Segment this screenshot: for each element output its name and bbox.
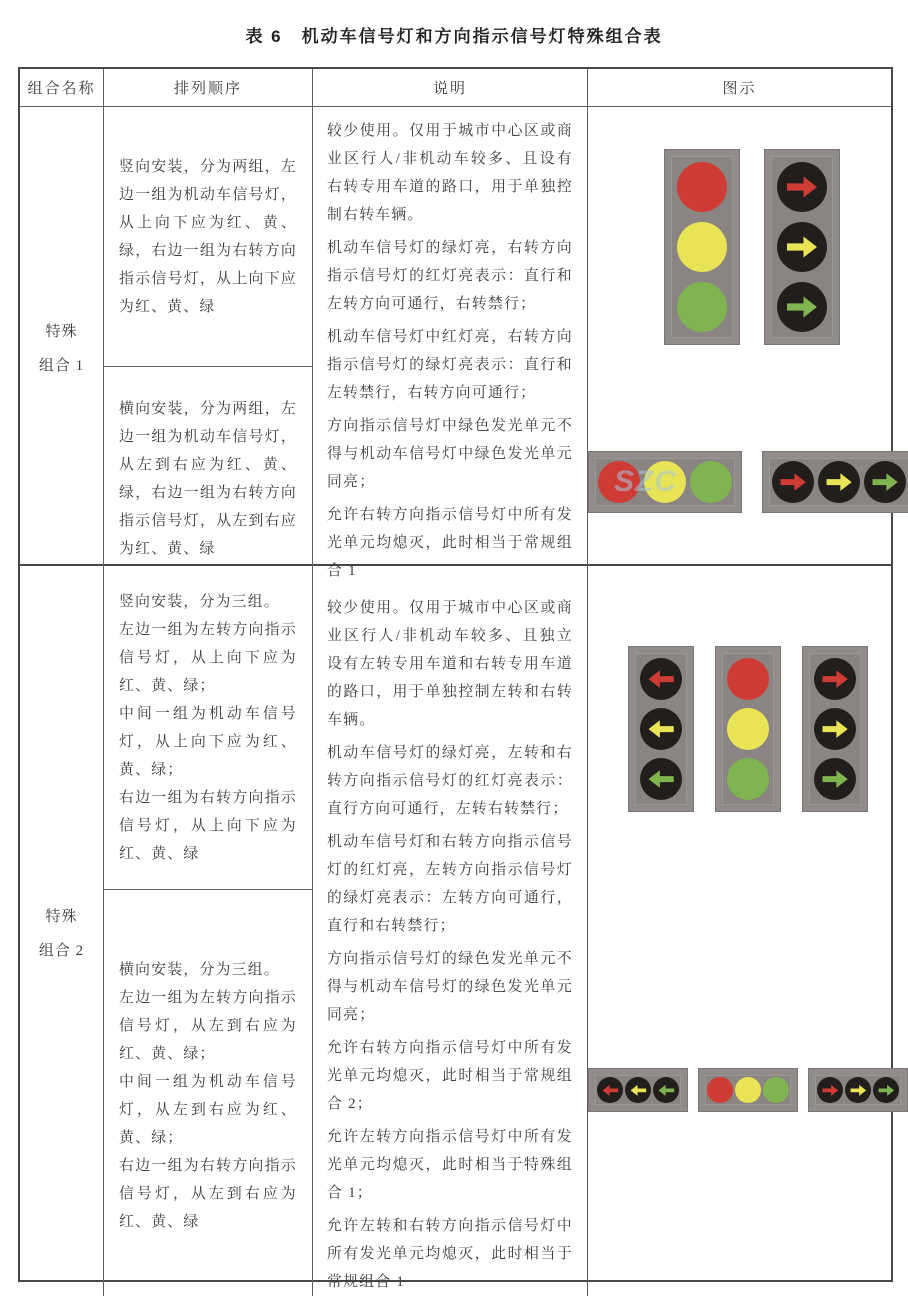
combo-1-description-cell [313,107,588,590]
green-disc-lamp [677,282,727,332]
arrangement-paragraph: 竖向安装，分为两组，左边一组为机动车信号灯，从上向下应为红、黄、绿，右边一组为右转方向指示信号灯，从上向下应为红、黄、绿 [119,158,297,315]
traffic-light-right-turn-signal-horizontal [808,1068,908,1112]
combo-2-illustration-cell [588,566,908,1296]
green-left-arrow-lamp [640,758,682,800]
description-paragraph: 较少使用。仅用于城市中心区或商业区行人/非机动车较多、且设有右转专用车道的路口，用于单独控制右转车辆。 [327,123,573,223]
traffic-light-vehicle-signal-vertical [664,149,740,345]
traffic-light-panel [595,1075,681,1105]
traffic-light-vehicle-signal-horizontal [698,1068,798,1112]
green-right-arrow-lamp [814,758,856,800]
combo-1-illustration-cell [588,107,908,590]
arrangement-paragraph: 中间一组为机动车信号灯，从左到右应为红、黄、绿； [119,1073,297,1146]
arrangement-paragraph: 右边一组为右转方向指示信号灯，从左到右应为红、黄、绿 [119,1157,297,1230]
yellow-right-arrow-lamp [818,461,860,503]
red-right-arrow-lamp [817,1077,843,1103]
traffic-light-panel [705,1075,791,1105]
combo-2-description-cell [313,566,588,1296]
combo-1-horizontal-lights [588,451,908,513]
description-paragraph: 机动车信号灯的绿灯亮，左转和右转方向指示信号灯的红灯亮表示：直行方向可通行，左转右转禁行； [327,745,573,817]
traffic-light-panel [635,653,687,805]
combo-name-line: 特殊 [45,323,78,340]
traffic-light-panel [595,458,735,506]
combo-name-line: 特殊 [45,908,78,925]
yellow-disc-lamp [735,1077,761,1103]
combo-1-horizontal-arrangement [104,367,312,590]
combo-2-vertical-lights [588,646,908,812]
yellow-disc-lamp [677,222,727,272]
arrangement-paragraph: 中间一组为机动车信号灯，从上向下应为红、黄、绿； [119,705,297,778]
description-paragraph: 机动车信号灯中红灯亮，右转方向指示信号灯的绿灯亮表示：直行和左转禁行，右转方向可通行； [327,329,573,401]
traffic-light-left-turn-signal-vertical [628,646,694,812]
combo-2-name-cell [20,566,104,1296]
red-right-arrow-lamp [772,461,814,503]
traffic-light-panel [815,1075,901,1105]
green-left-arrow-lamp [653,1077,679,1103]
table-header-row [20,69,891,107]
arrangement-paragraph: 右边一组为右转方向指示信号灯，从上向下应为红、黄、绿 [119,789,297,862]
traffic-light-panel [722,653,774,805]
arrangement-paragraph: 左边一组为左转方向指示信号灯，从左到右应为红、黄、绿； [119,989,297,1062]
traffic-light-right-turn-signal-vertical [802,646,868,812]
description-paragraph: 较少使用。仅用于城市中心区或商业区行人/非机动车较多、且独立设有左转专用车道和右转专用车道的路口，用于单独控制左转和右转车辆。 [327,600,573,728]
description-paragraph: 允许右转方向指示信号灯中所有发光单元均熄灭，此时相当于常规组合 2； [327,1040,573,1112]
yellow-left-arrow-lamp [640,708,682,750]
yellow-left-arrow-lamp [625,1077,651,1103]
description-paragraph: 机动车信号灯的绿灯亮，右转方向指示信号灯的红灯亮表示：直行和左转方向可通行，右转禁行； [327,240,573,312]
combo-1-arrangement-cell [104,107,313,590]
arrangement-paragraph: 横向安装，分为三组。 [119,961,280,978]
green-disc-lamp [763,1077,789,1103]
yellow-right-arrow-lamp [814,708,856,750]
red-left-arrow-lamp [597,1077,623,1103]
green-disc-lamp [690,461,732,503]
red-left-arrow-lamp [640,658,682,700]
red-disc-lamp [677,162,727,212]
table-row-special-combo-2 [20,566,891,1290]
red-disc-lamp [707,1077,733,1103]
description-paragraph: 方向指示信号灯中绿色发光单元不得与机动车信号灯中绿色发光单元同亮； [327,418,573,490]
header-illustration: 图示 [722,81,757,97]
combo-1-name-cell [20,107,104,590]
green-right-arrow-lamp [873,1077,899,1103]
traffic-light-vehicle-signal-vertical [715,646,781,812]
header-description: 说明 [313,69,588,106]
red-right-arrow-lamp [777,162,827,212]
combo-name-line: 组合 1 [38,357,85,374]
watermark: SZC [614,465,677,498]
green-right-arrow-lamp [777,282,827,332]
combo-2-horizontal-lights [588,1068,908,1112]
yellow-disc-lamp [644,461,686,503]
green-disc-lamp [727,758,769,800]
description-paragraph: 允许右转方向指示信号灯中所有发光单元均熄灭，此时相当于常规组合 1 [327,507,573,579]
header-combination-name: 组合名称 [20,69,104,106]
traffic-light-panel [769,458,908,506]
table-row-special-combo-1 [20,107,891,579]
combo-2-horizontal-arrangement [104,890,312,1296]
green-right-arrow-lamp [864,461,906,503]
traffic-light-left-turn-signal-horizontal [588,1068,688,1112]
combo-name-line: 组合 2 [38,942,85,959]
traffic-light-panel [809,653,861,805]
red-disc-lamp [598,461,640,503]
description-paragraph: 允许左转和右转方向指示信号灯中所有发光单元均熄灭，此时相当于常规组合 1 [327,1218,573,1290]
combo-2-arrangement-cell [104,566,313,1296]
yellow-right-arrow-lamp [845,1077,871,1103]
signal-combination-table [18,67,893,1290]
yellow-disc-lamp [727,708,769,750]
traffic-light-panel [771,156,833,338]
combo-1-vertical-arrangement [104,107,312,367]
arrangement-paragraph: 横向安装，分为两组，左边一组为机动车信号灯，从左到右应为红、黄、绿，右边一组为右转方向指示信号灯，从左到右应为红、黄、绿 [119,400,297,557]
traffic-light-right-turn-signal-vertical [764,149,840,345]
combo-1-vertical-lights [588,149,908,345]
description-paragraph: 机动车信号灯和右转方向指示信号灯的红灯亮，左转方向指示信号灯的绿灯亮表示：左转方向可通行，直行和右转禁行； [327,834,573,934]
arrangement-paragraph: 竖向安装，分为三组。 [119,593,280,610]
red-disc-lamp [727,658,769,700]
header-arrangement-order: 排列顺序 [104,69,313,106]
red-right-arrow-lamp [814,658,856,700]
traffic-light-vehicle-signal-horizontal [588,451,742,513]
description-paragraph: 方向指示信号灯的绿色发光单元不得与机动车信号灯的绿色发光单元同亮； [327,951,573,1023]
traffic-light-panel [671,156,733,338]
arrangement-paragraph: 左边一组为左转方向指示信号灯，从上向下应为红、黄、绿； [119,621,297,694]
traffic-light-right-turn-signal-horizontal [762,451,908,513]
table-title: 表 6 机动车信号灯和方向指示信号灯特殊组合表 [245,27,663,46]
yellow-right-arrow-lamp [777,222,827,272]
description-paragraph: 允许左转方向指示信号灯中所有发光单元均熄灭，此时相当于特殊组合 1； [327,1129,573,1201]
combo-2-vertical-arrangement [104,566,312,890]
